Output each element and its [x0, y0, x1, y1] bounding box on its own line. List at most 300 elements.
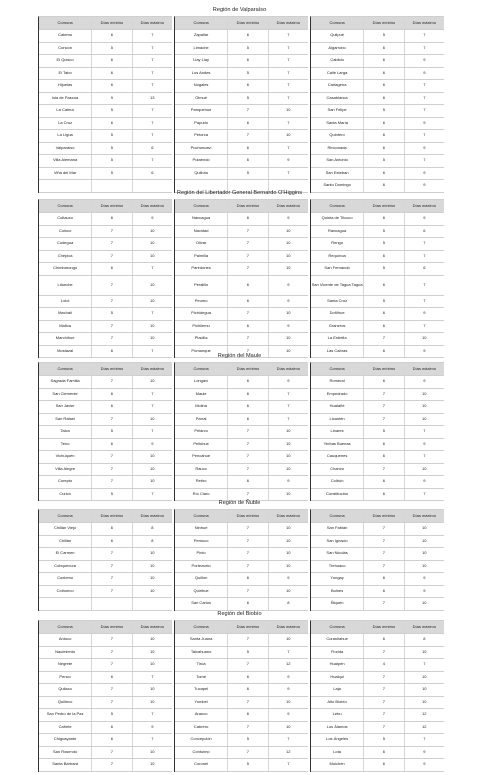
days-max-cell: 10 [150, 240, 155, 246]
days-min-cell: 7 [92, 647, 132, 659]
comuna-cell: San Rafael [39, 414, 92, 426]
comuna-cell: Santa Cruz [311, 296, 364, 308]
table-header-row [311, 510, 444, 523]
table-row [311, 118, 444, 131]
days-max-cell: 10 [286, 265, 291, 271]
days-min-cell: 6 [228, 118, 268, 130]
days-max-cell: 10 [286, 490, 291, 496]
table-row [311, 143, 444, 156]
comuna-cell: Paredones [175, 263, 228, 275]
comuna-cell: Hualañé [311, 401, 364, 413]
comuna-cell: Yumbel [175, 697, 228, 709]
days-min-cell: 7 [364, 697, 404, 709]
table-row [175, 105, 308, 118]
days-min-cell: 7 [364, 523, 404, 535]
days-max-cell: 9 [423, 169, 426, 175]
days-max-cell: 10 [422, 465, 427, 471]
days-min-cell: 4 [364, 659, 404, 671]
table-row [175, 321, 308, 334]
table-row [39, 389, 172, 402]
region-table [38, 362, 441, 501]
days-min-cell: 6 [364, 180, 404, 192]
table-header-row [175, 510, 308, 523]
days-min-cell: 7 [92, 251, 132, 263]
comuna-cell: Olivar [175, 238, 228, 250]
table-row [175, 143, 308, 156]
table-row [175, 401, 308, 414]
table-row [311, 709, 444, 722]
column-header-min: Días mínimo [364, 17, 404, 29]
table-row [311, 561, 444, 574]
table-column-group [310, 199, 444, 358]
days-min-cell: 7 [92, 561, 132, 573]
comuna-cell: El Tabo [39, 68, 92, 80]
days-max-cell: 9 [287, 157, 290, 163]
days-max-cell: 6 [151, 144, 154, 150]
table-row [175, 722, 308, 735]
days-max-cell: 7 [151, 736, 154, 742]
table-row [311, 389, 444, 402]
table-row [175, 573, 308, 586]
days-max-cell: 10 [286, 587, 291, 593]
comuna-cell: San Felipe [311, 105, 364, 117]
days-min-cell: 7 [92, 226, 132, 238]
days-min-cell: 6 [228, 321, 268, 333]
table-row [311, 93, 444, 106]
days-min-cell: 7 [92, 697, 132, 709]
days-min-cell: 7 [228, 548, 268, 560]
days-max-cell: 10 [422, 648, 427, 654]
comuna-cell: Ninhue [175, 523, 228, 535]
days-min-cell: 7 [92, 573, 132, 585]
days-min-cell: 6 [364, 68, 404, 80]
comuna-cell: Concepción [175, 734, 228, 746]
days-min-cell: 5 [364, 105, 404, 117]
column-header-max: Días máximo [140, 512, 164, 518]
table-row [311, 734, 444, 747]
comuna-cell: Tucapel [175, 684, 228, 696]
comuna-cell: Linares [311, 426, 364, 438]
days-max-cell: 7 [151, 428, 154, 434]
days-max-cell: 10 [286, 537, 291, 543]
days-max-cell: 9 [287, 322, 290, 328]
days-min-cell: 6 [92, 722, 132, 734]
days-min-cell: 5 [364, 734, 404, 746]
days-max-cell: 6 [423, 227, 426, 233]
table-row [39, 536, 172, 549]
days-max-cell: 12 [286, 748, 291, 754]
comuna-cell: Petorca [175, 130, 228, 142]
table-row [39, 43, 172, 56]
table-row [39, 251, 172, 264]
comuna-cell: Placilla [175, 333, 228, 345]
table-header-row [39, 510, 172, 523]
comuna-cell: Catemu [39, 30, 92, 42]
comuna-cell: Chillán Viejo [39, 523, 92, 535]
days-max-cell: 7 [151, 107, 154, 113]
days-min-cell: 7 [92, 238, 132, 250]
comuna-cell: Navidad [175, 226, 228, 238]
table-row [39, 263, 172, 276]
comuna-cell: Portezuelo [175, 561, 228, 573]
table-header-row [39, 17, 172, 30]
table-row [39, 143, 172, 156]
days-max-cell: 7 [287, 403, 290, 409]
table-row [311, 43, 444, 56]
table-row [39, 401, 172, 414]
days-min-cell: 7 [228, 586, 268, 598]
table-row [311, 747, 444, 760]
table-header-row [311, 200, 444, 213]
days-min-cell: 7 [228, 226, 268, 238]
comuna-cell: Pichidegua [175, 308, 228, 320]
days-max-cell: 7 [151, 390, 154, 396]
days-min-cell: 7 [228, 697, 268, 709]
column-header-min: Días mínimo [364, 621, 404, 633]
comuna-cell: La Cruz [39, 118, 92, 130]
table-row [175, 523, 308, 536]
days-max-cell: 7 [423, 252, 426, 258]
days-min-cell: 6 [364, 276, 404, 295]
days-max-cell: 10 [150, 478, 155, 484]
table-row [39, 93, 172, 106]
column-header-comuna: Comuna [311, 200, 364, 212]
table-row [39, 118, 172, 131]
table-row [175, 226, 308, 239]
days-max-cell: 6 [423, 265, 426, 271]
comuna-cell: Cabrero [175, 722, 228, 734]
table-row [311, 548, 444, 561]
table-row [175, 561, 308, 574]
days-min-cell: 5 [228, 647, 268, 659]
table-row [175, 759, 308, 772]
comuna-cell: Vichuquén [39, 451, 92, 463]
days-max-cell: 7 [287, 32, 290, 38]
table-row [311, 414, 444, 427]
days-max-cell: 9 [151, 215, 154, 221]
days-min-cell: 6 [228, 672, 268, 684]
days-max-cell: 10 [286, 252, 291, 258]
days-max-cell: 10 [286, 240, 291, 246]
table-row [175, 426, 308, 439]
comuna-cell: Laja [311, 684, 364, 696]
region-title: Región del Biobío [217, 611, 262, 617]
region-section [38, 350, 441, 501]
days-max-cell: 10 [422, 525, 427, 531]
days-min-cell: 7 [228, 251, 268, 263]
comuna-cell: Mulchén [311, 759, 364, 771]
comuna-cell: Parral [175, 414, 228, 426]
table-row [39, 684, 172, 697]
days-min-cell: 7 [228, 130, 268, 142]
table-row [39, 573, 172, 586]
comuna-cell: Pelarco [175, 426, 228, 438]
days-max-cell: 7 [423, 107, 426, 113]
days-min-cell: 7 [228, 346, 268, 358]
table-row [311, 333, 444, 346]
table-column-group [174, 362, 308, 501]
days-min-cell: 6 [228, 401, 268, 413]
comuna-cell: Peumo [175, 296, 228, 308]
column-header-min: Días mínimo [92, 200, 132, 212]
days-min-cell: 5 [364, 426, 404, 438]
comuna-cell: Litueche [39, 276, 92, 295]
table-column-group [310, 362, 444, 501]
days-max-cell: 9 [287, 378, 290, 384]
days-min-cell: 7 [92, 659, 132, 671]
days-min-cell: 5 [92, 426, 132, 438]
days-min-cell: 5 [364, 263, 404, 275]
column-header-min: Días mínimo [228, 200, 268, 212]
column-header-max: Días máximo [412, 19, 436, 25]
comuna-cell: Lota [311, 747, 364, 759]
comuna-cell: Quintero [311, 130, 364, 142]
comuna-cell: Quillón [175, 573, 228, 585]
comuna-cell: Doñihue [311, 308, 364, 320]
table-header-row [175, 200, 308, 213]
table-row [39, 105, 172, 118]
days-min-cell: 6 [92, 213, 132, 225]
days-min-cell: 6 [364, 346, 404, 358]
days-min-cell: 7 [364, 333, 404, 345]
comuna-cell: Retiro [175, 476, 228, 488]
table-row [39, 130, 172, 143]
days-max-cell: 9 [423, 748, 426, 754]
days-max-cell: 10 [150, 227, 155, 233]
table-row [39, 747, 172, 760]
table-row [175, 118, 308, 131]
comuna-cell: San Fernando [311, 263, 364, 275]
days-max-cell: 10 [422, 550, 427, 556]
comuna-cell: Limache [175, 43, 228, 55]
table-row [39, 464, 172, 477]
days-min-cell: 7 [364, 598, 404, 610]
days-max-cell: 9 [287, 575, 290, 581]
days-max-cell: 7 [151, 673, 154, 679]
comuna-cell: Zapallar [175, 30, 228, 42]
comuna-cell: Quirihue [175, 586, 228, 598]
days-max-cell: 10 [150, 686, 155, 692]
comuna-cell: Sagrada Familia [39, 376, 92, 388]
comuna-cell: Puchuncaví [175, 143, 228, 155]
comuna-cell: Pelluhue [175, 439, 228, 451]
comuna-cell: Yungay [311, 573, 364, 585]
days-min-cell: 7 [92, 634, 132, 646]
days-max-cell: 7 [287, 761, 290, 767]
days-min-cell: 7 [228, 634, 268, 646]
days-min-cell: 6 [364, 451, 404, 463]
days-min-cell: 7 [92, 747, 132, 759]
days-min-cell: 6 [228, 414, 268, 426]
table-row [39, 451, 172, 464]
days-min-cell: 6 [228, 684, 268, 696]
days-max-cell: 10 [150, 748, 155, 754]
days-max-cell: 7 [423, 736, 426, 742]
days-max-cell: 12 [422, 711, 427, 717]
days-max-cell: 10 [286, 335, 291, 341]
table-row [311, 168, 444, 181]
days-max-cell: 9 [151, 723, 154, 729]
column-header-comuna: Comuna [175, 17, 228, 29]
days-min-cell: 6 [364, 43, 404, 55]
days-min-cell: 6 [228, 80, 268, 92]
table-row [311, 251, 444, 264]
comuna-cell: San Esteban [311, 168, 364, 180]
comuna-cell: Romeral [311, 376, 364, 388]
comuna-cell: Florida [311, 647, 364, 659]
comuna-cell: Chillán [39, 536, 92, 548]
days-max-cell: 10 [286, 453, 291, 459]
days-min-cell: 6 [364, 759, 404, 771]
comuna-cell: Quilpué [311, 30, 364, 42]
comuna-cell: Putaendo [175, 155, 228, 167]
table-row [311, 238, 444, 251]
comuna-cell: Peralillo [175, 276, 228, 295]
comuna-cell: Quinta de Tilcoco [311, 213, 364, 225]
days-min-cell: 6 [92, 389, 132, 401]
column-header-comuna: Comuna [311, 363, 364, 375]
comuna-cell: San Ignacio [311, 536, 364, 548]
days-max-cell: 9 [423, 347, 426, 353]
days-min-cell: 6 [92, 30, 132, 42]
days-max-cell: 6 [151, 169, 154, 175]
days-min-cell: 6 [228, 296, 268, 308]
days-max-cell: 8 [287, 600, 290, 606]
comuna-cell: Villa Alegre [39, 464, 92, 476]
days-min-cell: 7 [364, 548, 404, 560]
days-min-cell: 6 [364, 634, 404, 646]
column-header-min: Días mínimo [364, 200, 404, 212]
table-column-group [310, 509, 444, 611]
table-row [311, 263, 444, 276]
table-row [39, 647, 172, 660]
table-row [311, 476, 444, 489]
days-min-cell: 7 [228, 451, 268, 463]
days-max-cell: 9 [423, 378, 426, 384]
days-min-cell: 6 [228, 598, 268, 610]
days-min-cell: 6 [92, 55, 132, 67]
table-row [311, 659, 444, 672]
days-max-cell: 9 [287, 297, 290, 303]
days-max-cell: 7 [287, 82, 290, 88]
comuna-cell: San Rosendo [39, 747, 92, 759]
comuna-cell: Cauquenes [311, 451, 364, 463]
days-max-cell: 7 [287, 648, 290, 654]
days-min-cell: 5 [92, 130, 132, 142]
days-max-cell: 9 [151, 440, 154, 446]
days-min-cell: 7 [364, 684, 404, 696]
days-max-cell: 7 [151, 57, 154, 63]
table-row [311, 451, 444, 464]
comuna-cell: Los Álamos [311, 722, 364, 734]
days-min-cell: 7 [364, 389, 404, 401]
days-max-cell: 7 [287, 69, 290, 75]
table-row [175, 659, 308, 672]
days-min-cell: 7 [92, 376, 132, 388]
table-header-row [175, 363, 308, 376]
table-row [175, 548, 308, 561]
days-max-cell: 10 [286, 698, 291, 704]
table-row [175, 93, 308, 106]
table-row [175, 213, 308, 226]
days-min-cell: 7 [228, 426, 268, 438]
table-row [39, 55, 172, 68]
column-header-comuna: Comuna [175, 621, 228, 633]
table-row [39, 238, 172, 251]
days-max-cell: 10 [150, 661, 155, 667]
days-min-cell: 5 [228, 93, 268, 105]
comuna-cell: Hijuelas [39, 80, 92, 92]
table-row [175, 476, 308, 489]
comuna-cell: Machalí [39, 308, 92, 320]
days-min-cell: 7 [228, 659, 268, 671]
days-min-cell: 7 [364, 401, 404, 413]
days-min-cell: 7 [92, 451, 132, 463]
comuna-cell: Rengo [311, 238, 364, 250]
comuna-cell: Rinconada [311, 143, 364, 155]
days-max-cell: 9 [287, 673, 290, 679]
days-min-cell: 6 [228, 389, 268, 401]
comuna-cell: Alto Biobío [311, 697, 364, 709]
days-max-cell: 7 [423, 297, 426, 303]
days-min-cell: 6 [92, 536, 132, 548]
comuna-cell: Curanilahue [311, 634, 364, 646]
comuna-cell: Ñiquén [311, 598, 364, 610]
table-row [39, 634, 172, 647]
column-header-min: Días mínimo [228, 621, 268, 633]
column-header-comuna: Comuna [39, 510, 92, 522]
comuna-cell: Papudo [175, 118, 228, 130]
days-min-cell: 6 [364, 251, 404, 263]
table-row [39, 722, 172, 735]
days-min-cell: 7 [228, 439, 268, 451]
table-header-row [175, 621, 308, 634]
comuna-cell: Valparaíso [39, 143, 92, 155]
days-min-cell: 6 [228, 143, 268, 155]
days-min-cell: 7 [364, 672, 404, 684]
comuna-cell: San Carlos [175, 598, 228, 610]
comuna-cell: Viña del Mar [39, 168, 92, 180]
days-min-cell: 6 [364, 586, 404, 598]
days-max-cell: 12 [422, 723, 427, 729]
days-max-cell: 7 [423, 661, 426, 667]
comuna-cell: Villa Alemana [39, 155, 92, 167]
days-min-cell: 6 [92, 523, 132, 535]
days-min-cell: 7 [92, 476, 132, 488]
column-header-min: Días mínimo [364, 363, 404, 375]
comuna-cell: Río Claro [175, 489, 228, 501]
days-max-cell: 10 [150, 636, 155, 642]
days-max-cell: 7 [151, 119, 154, 125]
table-row [175, 389, 308, 402]
table-row [311, 401, 444, 414]
table-row [311, 647, 444, 660]
table-row [39, 168, 172, 181]
region-title: Región de Valparaíso [212, 7, 267, 13]
days-max-cell: 7 [151, 157, 154, 163]
column-header-max: Días máximo [276, 623, 300, 629]
comuna-cell: Pinto [175, 548, 228, 560]
table-row [39, 226, 172, 239]
column-header-max: Días máximo [412, 365, 436, 371]
comuna-cell: Empedrado [311, 389, 364, 401]
days-min-cell: 7 [92, 296, 132, 308]
column-header-max: Días máximo [276, 512, 300, 518]
days-max-cell: 7 [151, 32, 154, 38]
days-min-cell: 6 [228, 213, 268, 225]
table-row [39, 709, 172, 722]
days-max-cell: 9 [423, 144, 426, 150]
